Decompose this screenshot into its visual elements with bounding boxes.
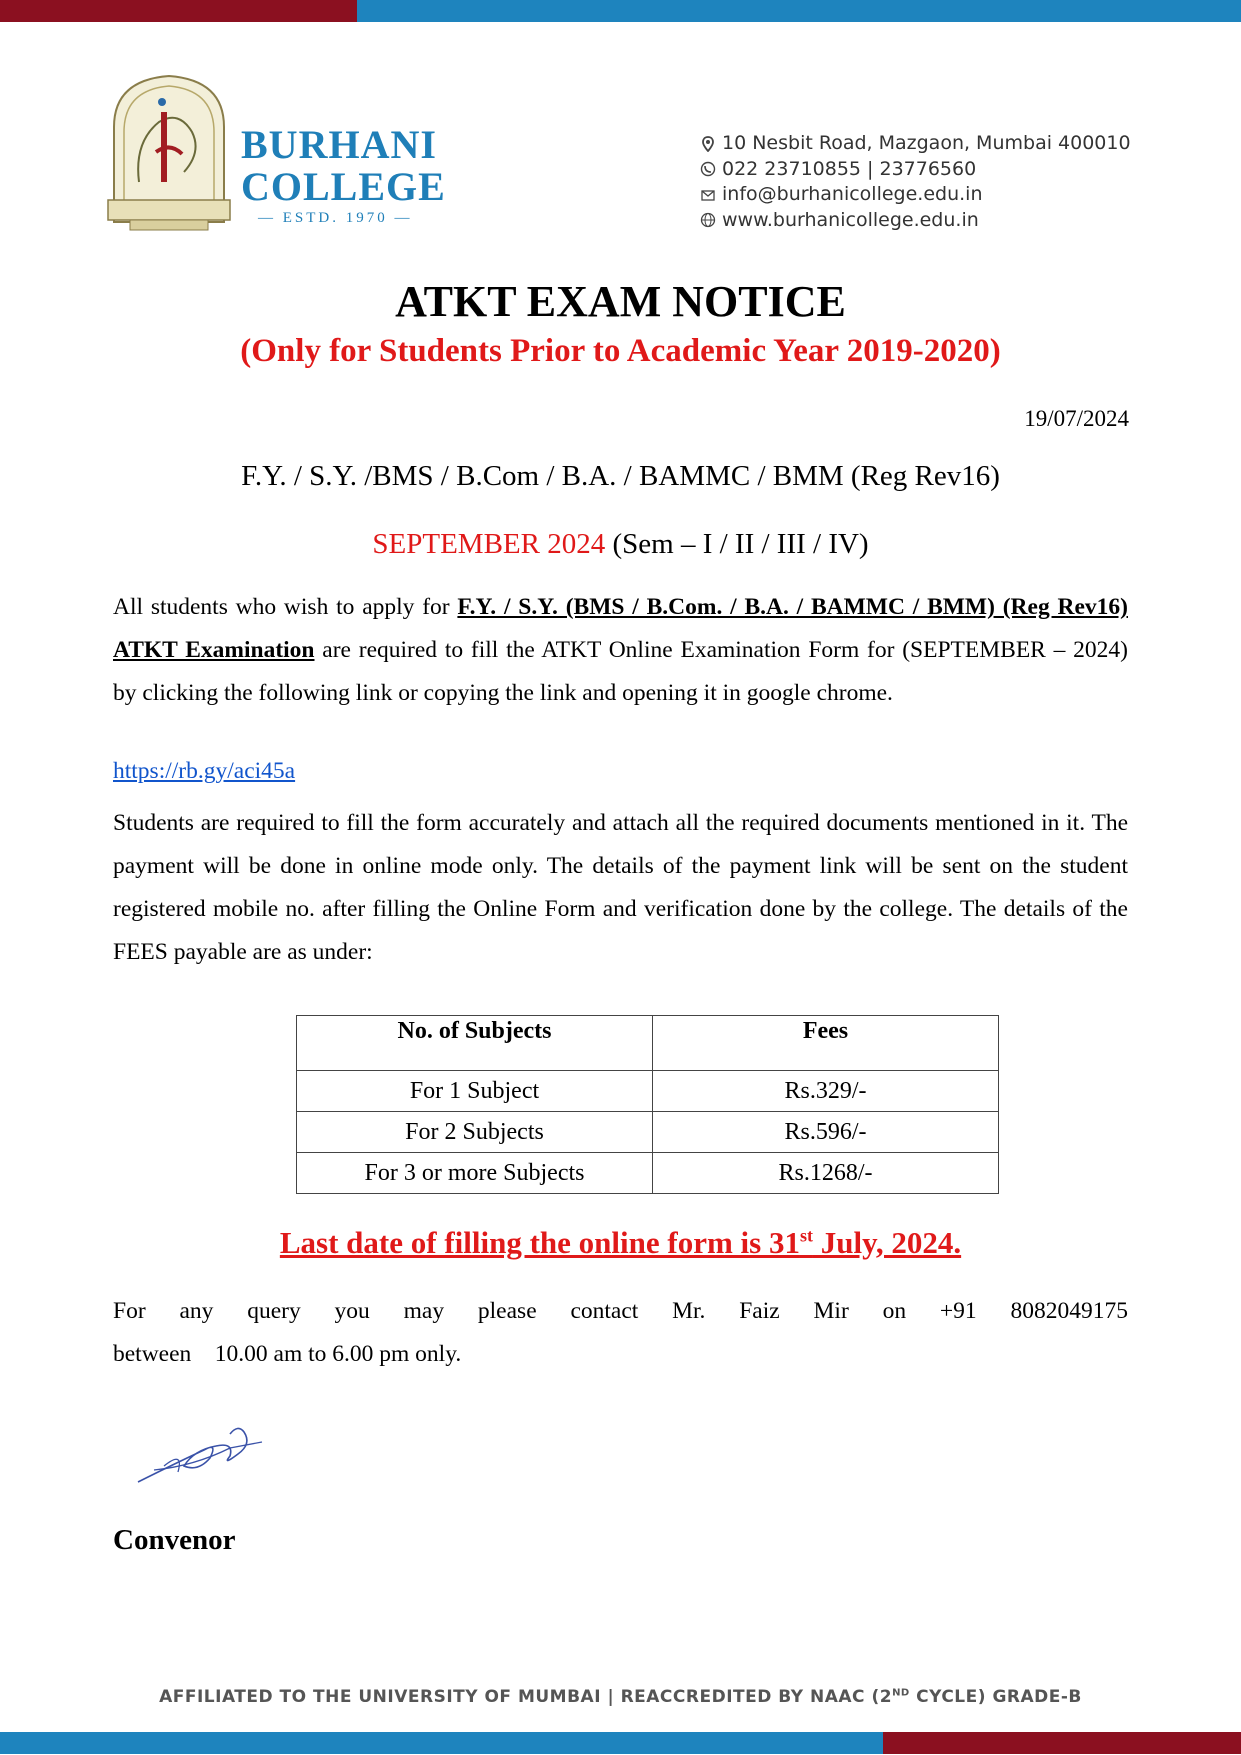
mail-icon xyxy=(700,187,716,203)
contact-website-text: www.burhanicollege.edu.in xyxy=(722,208,979,231)
contact-website xyxy=(700,208,1131,234)
bottom-accent-bar-red xyxy=(883,1732,1241,1754)
college-name-line1: BURHANI xyxy=(241,122,437,167)
notice-date: 19/07/2024 xyxy=(1024,406,1129,431)
footer-suffix: CYCLE) GRADE-B xyxy=(909,1687,1082,1707)
deadline-notice xyxy=(0,1225,1241,1261)
table-cell-fees: Rs.329/- xyxy=(653,1071,999,1112)
column-header-fees: Fees xyxy=(653,1016,999,1071)
table-cell-subjects: For 1 Subject xyxy=(297,1071,653,1112)
intro-end: are required to fill the ATKT Online Examination Form for (SEPTEMBER – 2024) by clicking the following link or copying the link and opening it in google chrome. xyxy=(113,637,1129,706)
table-row xyxy=(297,1153,999,1194)
globe-icon xyxy=(700,212,716,228)
deadline-suffix: July, 2024. xyxy=(812,1225,962,1260)
phone-icon xyxy=(700,161,716,177)
contact-phone-text: 022 23710855 | 23776560 xyxy=(722,157,977,180)
table-header-row xyxy=(297,1016,999,1071)
notice-subtitle: (Only for Students Prior to Academic Year 2019-2020) xyxy=(240,333,1001,369)
deadline-prefix: Last date of filling the online form is 31 xyxy=(279,1225,800,1260)
contact-email xyxy=(700,182,1131,208)
footer-affiliation xyxy=(0,1687,1241,1707)
footer-ordinal: ND xyxy=(892,1687,910,1699)
intro-start: All students who wish to apply for xyxy=(113,594,458,620)
programmes-line: F.Y. / S.Y. /BMS / B.Com / B.A. / BAMMC / BMM (Reg Rev16) xyxy=(241,460,1000,492)
college-name xyxy=(241,124,446,208)
session-month: SEPTEMBER 2024 xyxy=(372,528,606,560)
fees-table xyxy=(296,1015,999,1194)
notice-title: ATKT EXAM NOTICE xyxy=(395,277,846,326)
footer-prefix: AFFILIATED TO THE UNIVERSITY OF MUMBAI | REACCREDITED BY NAAC (2 xyxy=(159,1687,893,1707)
college-crest-icon xyxy=(104,72,234,232)
intro-paragraph xyxy=(113,586,1128,715)
contact-block xyxy=(700,131,1131,233)
contact-address-text: 10 Nesbit Road, Mazgaon, Mumbai 400010 xyxy=(722,132,1131,154)
top-accent-bar-blue xyxy=(357,0,1241,22)
table-cell-subjects: For 2 Subjects xyxy=(297,1112,653,1153)
deadline-ordinal: st xyxy=(799,1225,813,1246)
contact-phone xyxy=(700,157,1131,183)
contact-email-text: info@burhanicollege.edu.in xyxy=(722,183,983,205)
session-semesters: (Sem – I / II / III / IV) xyxy=(605,528,869,560)
signatory-title: Convenor xyxy=(113,1524,236,1556)
location-pin-icon xyxy=(700,136,716,152)
handwritten-signature-icon xyxy=(134,1420,274,1490)
exam-form-link[interactable]: https://rb.gy/aci45a xyxy=(113,758,296,784)
intro-exam-name: F.Y. / S.Y. (BMS / B.Com. / B.A. / BAMMC / BMM) (Reg Rev16) ATKT Examination xyxy=(113,594,1128,663)
query-line-2: between 10.00 am to 6.00 pm only. xyxy=(113,1341,462,1367)
details-paragraph: Students are required to fill the form accurately and attach all the required documents mentioned in it. The payment will be done in online mode only. The details of the payment link will be sent on the student registered mobile no. after filling the Online Form and verification done by the college. The details of the FEES payable are as under: xyxy=(113,810,1128,965)
top-accent-bar-red xyxy=(0,0,357,22)
bottom-accent-bar-blue xyxy=(0,1732,883,1754)
table-row xyxy=(297,1112,999,1153)
contact-address xyxy=(700,131,1131,157)
table-cell-fees: Rs.1268/- xyxy=(653,1153,999,1194)
college-name-line2: COLLEGE xyxy=(241,164,446,209)
established-year: — ESTD. 1970 — xyxy=(258,210,413,226)
exam-session xyxy=(0,528,1241,561)
table-row xyxy=(297,1071,999,1112)
table-cell-fees: Rs.596/- xyxy=(653,1112,999,1153)
query-line-1: For any query you may please contact Mr. Faiz Mir on +91 8082049175 xyxy=(113,1298,1128,1324)
table-cell-subjects: For 3 or more Subjects xyxy=(297,1153,653,1194)
column-header-subjects: No. of Subjects xyxy=(297,1016,653,1071)
query-paragraph xyxy=(113,1290,1128,1376)
